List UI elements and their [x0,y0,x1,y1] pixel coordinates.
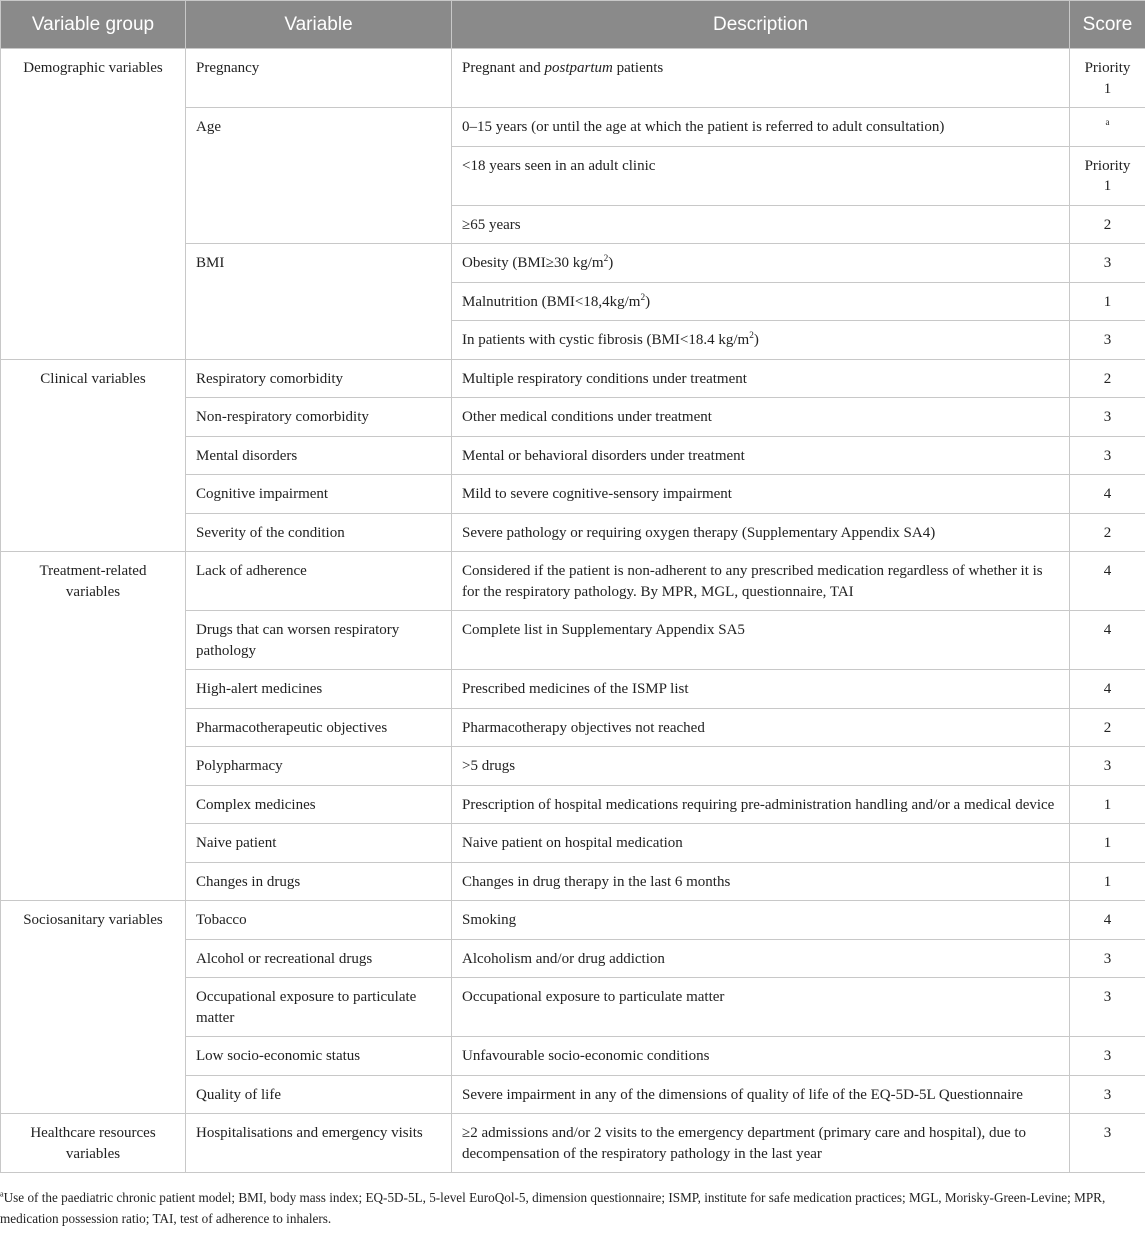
description-cell: Pregnant and postpartum patients [452,49,1070,108]
variable-cell: Severity of the condition [186,513,452,552]
variable-cell: Tobacco [186,901,452,940]
description-cell: Alcoholism and/or drug addiction [452,939,1070,978]
variable-group-cell: Clinical variables [1,359,186,552]
description-cell: Pharmacotherapy objectives not reached [452,708,1070,747]
variable-cell: Occupational exposure to particulate matter [186,978,452,1037]
variable-cell: Respiratory comorbidity [186,359,452,398]
header-score: Score [1070,1,1145,49]
variable-cell: Complex medicines [186,785,452,824]
variable-cell: Age [186,108,452,244]
description-cell: >5 drugs [452,747,1070,786]
header-row [1,1,1145,49]
description-cell: Complete list in Supplementary Appendix SA5 [452,611,1070,670]
variable-cell: Cognitive impairment [186,475,452,514]
description-cell: Prescription of hospital medications requiring pre-administration handling and/or a medical device [452,785,1070,824]
variable-group-cell: Sociosanitary variables [1,901,186,1114]
table-row [1,359,1145,398]
score-cell: 3 [1070,321,1145,360]
variable-cell: Drugs that can worsen respiratory pathology [186,611,452,670]
description-cell: Smoking [452,901,1070,940]
variable-cell: BMI [186,244,452,360]
description-cell: Prescribed medicines of the ISMP list [452,670,1070,709]
variable-cell: Polypharmacy [186,747,452,786]
description-cell: Multiple respiratory conditions under treatment [452,359,1070,398]
score-cell: 3 [1070,978,1145,1037]
score-cell: 1 [1070,824,1145,863]
score-cell: 3 [1070,398,1145,437]
header-variable: Variable [186,1,452,49]
footnote-marker: a [0,1189,4,1199]
variable-cell: Quality of life [186,1075,452,1114]
score-cell: Priority 1 [1070,146,1145,205]
score-cell: Priority 1 [1070,49,1145,108]
variable-cell: Naive patient [186,824,452,863]
footnote [0,1187,1130,1229]
table-row [1,901,1145,940]
score-cell: 1 [1070,862,1145,901]
description-cell: Naive patient on hospital medication [452,824,1070,863]
score-cell: 2 [1070,359,1145,398]
description-cell: ≥2 admissions and/or 2 visits to the emergency department (primary care and hospital), due to decompensation of the respiratory pathology in the last year [452,1114,1070,1173]
score-cell: 3 [1070,436,1145,475]
variable-group-cell: Healthcare resources variables [1,1114,186,1173]
description-cell: Mild to severe cognitive-sensory impairment [452,475,1070,514]
description-cell: Unfavourable socio-economic conditions [452,1037,1070,1076]
score-cell: a [1070,108,1145,147]
score-cell: 4 [1070,901,1145,940]
table-row [1,1114,1145,1173]
score-cell: 3 [1070,1037,1145,1076]
table-row [1,49,1145,108]
score-cell: 4 [1070,552,1145,611]
description-cell: Other medical conditions under treatment [452,398,1070,437]
score-cell: 2 [1070,205,1145,244]
table-row [1,552,1145,611]
description-cell: Mental or behavioral disorders under treatment [452,436,1070,475]
score-cell: 3 [1070,1075,1145,1114]
variable-cell: Pharmacotherapeutic objectives [186,708,452,747]
score-cell: 2 [1070,708,1145,747]
variable-cell: Alcohol or recreational drugs [186,939,452,978]
footnote-text: Use of the paediatric chronic patient model; BMI, body mass index; EQ-5D-5L, 5-level EuroQol-5, dimension questionnaire; ISMP, institute for safe medication practices; MGL, Morisky-Green-Levine; MPR, medication possession ratio; TAI, test of adherence to inhalers. [0,1190,1106,1226]
variable-cell: Changes in drugs [186,862,452,901]
score-cell: 1 [1070,785,1145,824]
description-cell: Severe pathology or requiring oxygen therapy (Supplementary Appendix SA4) [452,513,1070,552]
score-cell: 3 [1070,939,1145,978]
description-cell: Changes in drug therapy in the last 6 months [452,862,1070,901]
header-variable-group: Variable group [1,1,186,49]
variable-cell: Low socio-economic status [186,1037,452,1076]
variable-cell: High-alert medicines [186,670,452,709]
header-description: Description [452,1,1070,49]
variable-cell: Non-respiratory comorbidity [186,398,452,437]
description-cell: ≥65 years [452,205,1070,244]
description-cell: Occupational exposure to particulate matter [452,978,1070,1037]
variable-cell: Lack of adherence [186,552,452,611]
variable-group-cell: Demographic variables [1,49,186,360]
description-cell: <18 years seen in an adult clinic [452,146,1070,205]
variable-group-cell: Treatment-related variables [1,552,186,901]
score-cell: 1 [1070,282,1145,321]
score-cell: 4 [1070,611,1145,670]
variable-cell: Hospitalisations and emergency visits [186,1114,452,1173]
score-cell: 4 [1070,475,1145,514]
score-cell: 3 [1070,244,1145,283]
score-cell: 2 [1070,513,1145,552]
description-cell: Malnutrition $(BMI<18,4kg/m^2)$ [452,282,1070,321]
score-cell: 4 [1070,670,1145,709]
variable-cell: Mental disorders [186,436,452,475]
description-cell: Severe impairment in any of the dimensions of quality of life of the EQ-5D-5L Questionnaire [452,1075,1070,1114]
table-body [1,49,1145,1173]
description-cell: In patients with cystic fibrosis (BMI<18.4 $kg/m^2$) [452,321,1070,360]
description-cell: Obesity (BMI≥30 $kg/m^2$) [452,244,1070,283]
score-cell: 3 [1070,747,1145,786]
score-cell: 3 [1070,1114,1145,1173]
variable-cell: Pregnancy [186,49,452,108]
description-cell: 0–15 years (or until the age at which the patient is referred to adult consultation) [452,108,1070,147]
description-cell: Considered if the patient is non-adherent to any prescribed medication regardless of whether it is for the respiratory pathology. By MPR, MGL, questionnaire, TAI [452,552,1070,611]
